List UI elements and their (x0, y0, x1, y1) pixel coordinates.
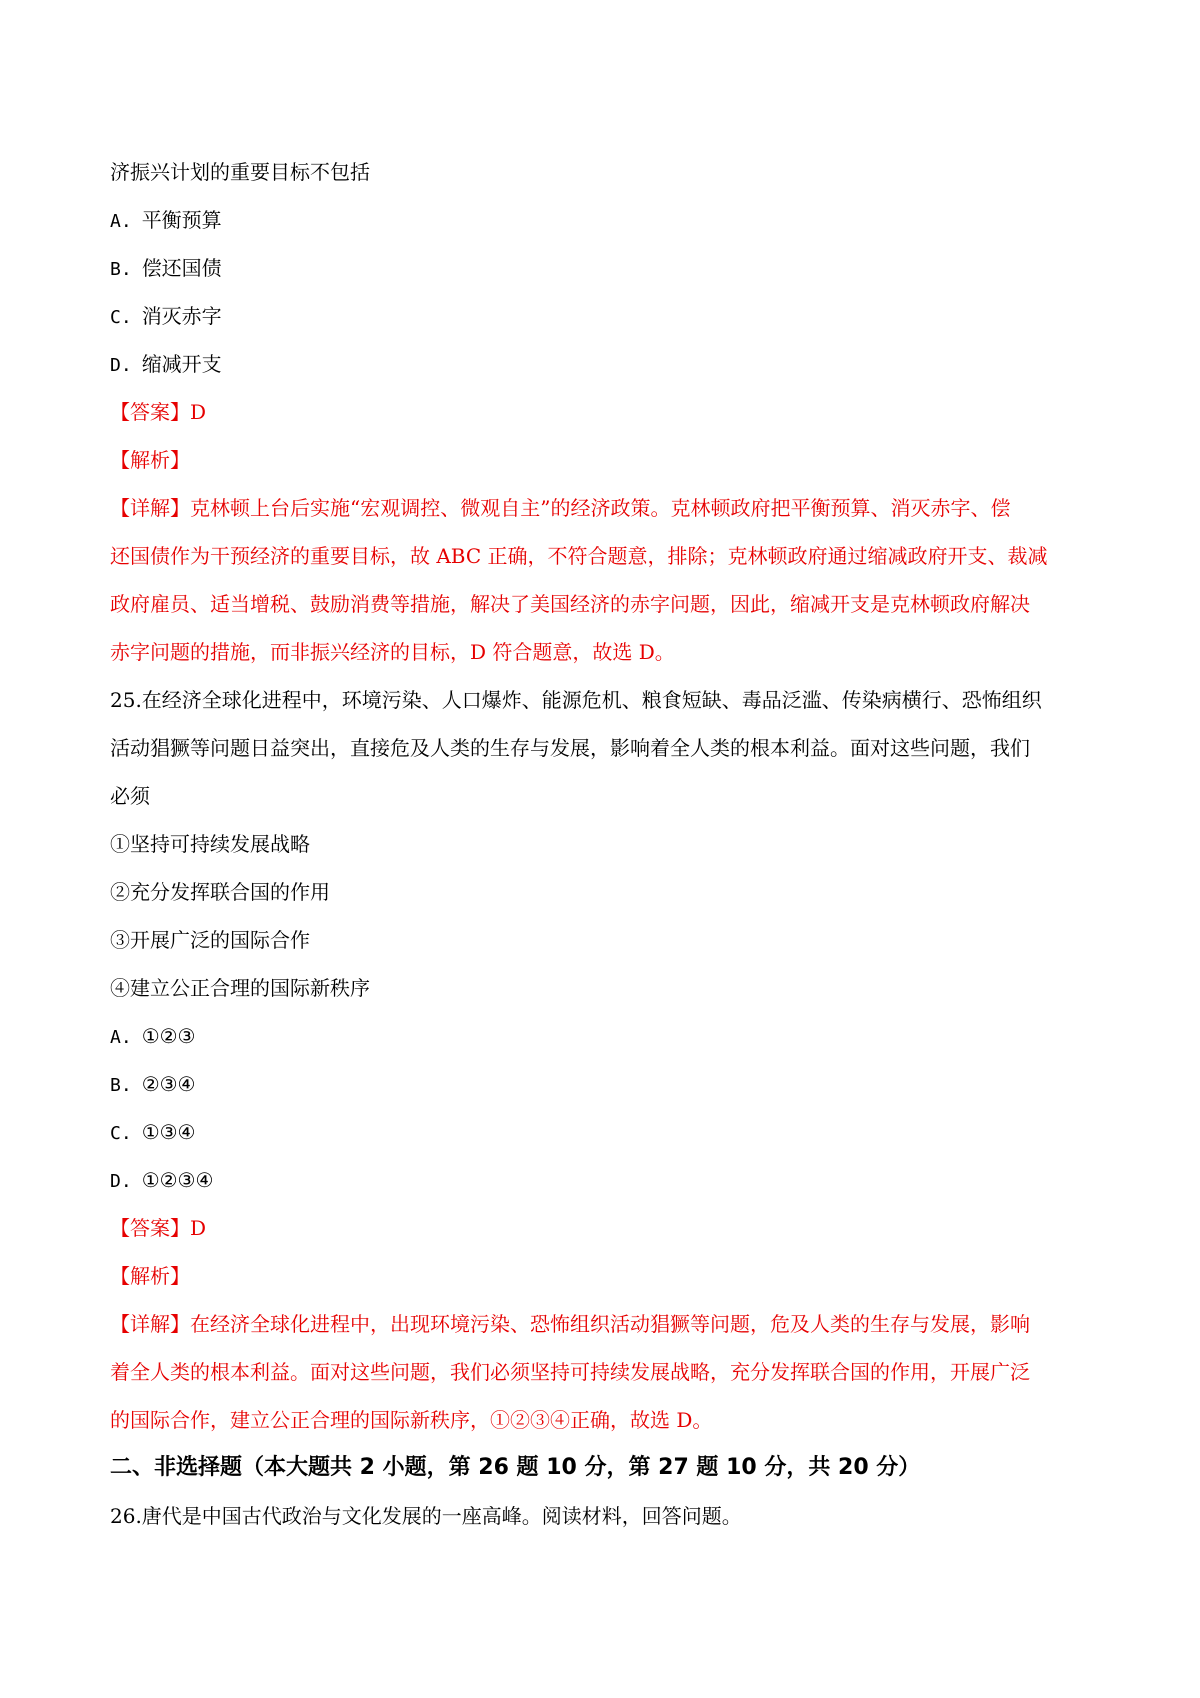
q24-analysis-label: 【解析】 (110, 448, 190, 472)
q25-stem-line-2: 活动猖獗等问题日益突出，直接危及人类的生存与发展，影响着全人类的根本利益。面对这些问题，我们 (110, 736, 1030, 760)
q24-option-b (110, 244, 1100, 292)
q24-option-d (110, 340, 1100, 388)
option-letter: B. (110, 259, 132, 280)
section-heading: 二、非选择题（本大题共 2 小题，第 26 题 10 分，第 27 题 10 分，共 20 分） (110, 1455, 921, 1480)
option-text: 消灭赤字 (141, 304, 222, 328)
option-text: ①②③ (141, 1024, 196, 1048)
option-text: 偿还国债 (141, 256, 222, 280)
q24-detail-line-3: 政府雇员、适当增税、鼓励消费等措施，解决了美国经济的赤字问题，因此，缩减开支是克林顿政府解决 (110, 592, 1030, 616)
q25-option-b (110, 1060, 1100, 1108)
option-letter: A. (110, 1027, 132, 1048)
option-letter: C. (110, 307, 132, 328)
q25-option-c (110, 1108, 1100, 1156)
option-text: 平衡预算 (141, 208, 222, 232)
q24-detail-line-2: 还国债作为干预经济的重要目标，故 ABC 正确，不符合题意，排除；克林顿政府通过缩减政府开支、裁减 (110, 544, 1048, 568)
q26-stem: 26.唐代是中国古代政治与文化发展的一座高峰。阅读材料，回答问题。 (110, 1504, 742, 1528)
q25-detail-line-1: 【详解】在经济全球化进程中，出现环境污染、恐怖组织活动猖獗等问题，危及人类的生存与发展，影响 (110, 1312, 1030, 1336)
q25-statement-3: ③开展广泛的国际合作 (110, 928, 310, 952)
document-page (110, 148, 1100, 1540)
option-text: ①②③④ (141, 1168, 214, 1192)
q24-option-a (110, 196, 1100, 244)
q25-statement-2: ②充分发挥联合国的作用 (110, 880, 330, 904)
option-letter: D. (110, 355, 132, 376)
option-text: ②③④ (141, 1072, 196, 1096)
q25-option-a (110, 1012, 1100, 1060)
q25-detail-line-3: 的国际合作，建立公正合理的国际新秩序，①②③④正确，故选 D。 (110, 1408, 713, 1432)
q24-stem-tail: 济振兴计划的重要目标不包括 (110, 160, 370, 184)
q25-statement-4: ④建立公正合理的国际新秩序 (110, 976, 370, 1000)
q25-answer: 【答案】D (110, 1216, 207, 1240)
q25-analysis-label: 【解析】 (110, 1264, 190, 1288)
q24-answer: 【答案】D (110, 400, 207, 424)
q24-detail-line-1: 【详解】克林顿上台后实施“宏观调控、微观自主”的经济政策。克林顿政府把平衡预算、消灭赤字、偿 (110, 496, 1011, 520)
option-letter: A. (110, 211, 132, 232)
q25-stem-line-3: 必须 (110, 784, 150, 808)
q24-detail-line-4: 赤字问题的措施，而非振兴经济的目标，D 符合题意，故选 D。 (110, 640, 675, 664)
option-letter: D. (110, 1171, 132, 1192)
q25-detail-line-2: 着全人类的根本利益。面对这些问题，我们必须坚持可持续发展战略，充分发挥联合国的作用，开展广泛 (110, 1360, 1030, 1384)
option-letter: B. (110, 1075, 132, 1096)
option-text: ①③④ (141, 1120, 196, 1144)
q25-option-d (110, 1156, 1100, 1204)
q25-stem-line-1: 25.在经济全球化进程中，环境污染、人口爆炸、能源危机、粮食短缺、毒品泛滥、传染病横行、恐怖组织 (110, 688, 1042, 712)
option-text: 缩减开支 (141, 352, 222, 376)
option-letter: C. (110, 1123, 132, 1144)
q24-option-c (110, 292, 1100, 340)
q25-statement-1: ①坚持可持续发展战略 (110, 832, 310, 856)
